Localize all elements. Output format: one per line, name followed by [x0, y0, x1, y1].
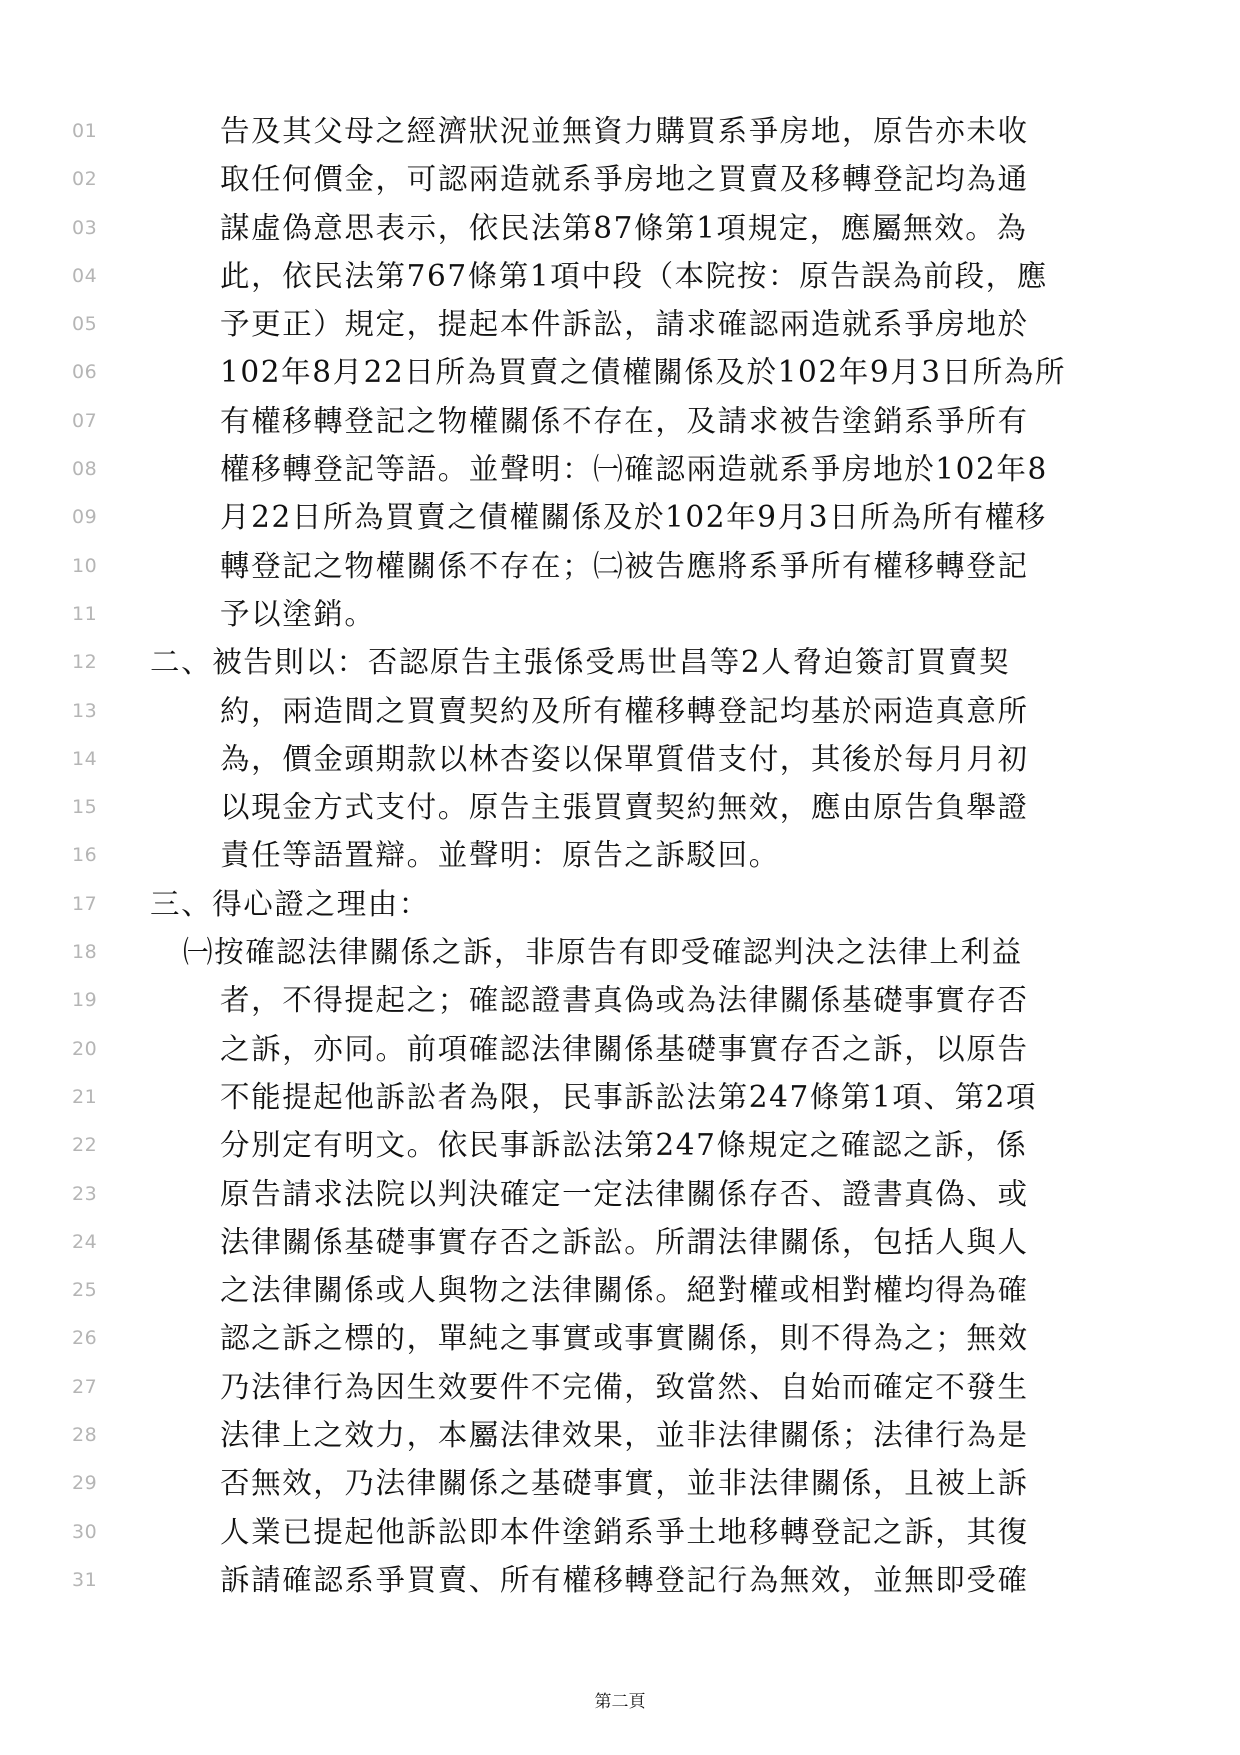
line-text: 轉登記之物權關係不存在；㈡被告應將系爭所有權移轉登記 — [220, 548, 1029, 583]
line-text: 二、被告則以：否認原告主張係受馬世昌等2人脅迫簽訂買賣契 — [150, 645, 1011, 680]
line-number: 04 — [72, 264, 98, 287]
line-text: ㈠按確認法律關係之訴，非原告有即受確認判決之法律上利益 — [183, 935, 1023, 970]
line-number: 15 — [72, 796, 98, 819]
document-line — [0, 1460, 1240, 1508]
line-number: 26 — [72, 1327, 98, 1350]
document-line — [0, 1364, 1240, 1412]
document-line — [0, 1267, 1240, 1315]
document-line — [0, 929, 1240, 977]
line-text: 謀虛偽意思表示，依民法第87條第1項規定，應屬無效。為 — [220, 210, 1028, 245]
document-line — [0, 349, 1240, 397]
document-line — [0, 1557, 1240, 1605]
document-line — [0, 543, 1240, 591]
page-number: 第二頁 — [594, 1692, 646, 1712]
line-text: 人業已提起他訴訟即本件塗銷系爭土地移轉登記之訴，其復 — [220, 1514, 1029, 1549]
document-line — [0, 398, 1240, 446]
document-line — [0, 108, 1240, 156]
line-text: 原告請求法院以判決確定一定法律關係存否、證書真偽、或 — [220, 1176, 1029, 1211]
document-line — [0, 446, 1240, 494]
document-line — [0, 1122, 1240, 1170]
line-number: 22 — [72, 1134, 98, 1157]
document-body — [0, 108, 1240, 1605]
line-text: 分別定有明文。依民事訴訟法第247條規定之確認之訴，係 — [220, 1128, 1028, 1163]
line-number: 14 — [72, 747, 98, 770]
line-number: 02 — [72, 168, 98, 191]
line-number: 06 — [72, 361, 98, 384]
line-text: 者，不得提起之；確認證書真偽或為法律關係基礎事實存否 — [220, 983, 1029, 1018]
line-number: 24 — [72, 1230, 98, 1253]
line-number: 18 — [72, 941, 98, 964]
document-line — [0, 688, 1240, 736]
document-line — [0, 1412, 1240, 1460]
document-line — [0, 205, 1240, 253]
document-line — [0, 832, 1240, 880]
line-number: 01 — [72, 120, 98, 142]
line-number: 05 — [72, 313, 98, 336]
line-text: 有權移轉登記之物權關係不存在，及請求被告塗銷系爭所有 — [220, 403, 1029, 438]
line-text: 法律上之效力，本屬法律效果，並非法律關係；法律行為是 — [220, 1418, 1029, 1453]
document-line — [0, 253, 1240, 301]
line-number: 10 — [72, 554, 98, 577]
document-line — [0, 1026, 1240, 1074]
line-number: 20 — [72, 1037, 98, 1060]
line-number: 19 — [72, 989, 98, 1012]
line-text: 為，價金頭期款以林杏姿以保單質借支付，其後於每月月初 — [220, 741, 1029, 776]
line-number: 03 — [72, 216, 98, 239]
line-number: 27 — [72, 1375, 98, 1398]
line-number: 11 — [72, 602, 98, 625]
line-number: 25 — [72, 1279, 98, 1302]
document-line — [0, 156, 1240, 204]
line-text: 約，兩造間之買賣契約及所有權移轉登記均基於兩造真意所 — [220, 693, 1029, 728]
line-number: 31 — [72, 1568, 98, 1591]
document-line — [0, 784, 1240, 832]
line-text: 告及其父母之經濟狀況並無資力購買系爭房地，原告亦未收 — [220, 114, 1029, 148]
line-text: 權移轉登記等語。並聲明：㈠確認兩造就系爭房地於102年8 — [220, 452, 1048, 487]
document-line — [0, 1315, 1240, 1363]
document-line — [0, 977, 1240, 1025]
line-text: 月22日所為買賣之債權關係及於102年9月3日所為所有權移 — [220, 500, 1047, 535]
line-text: 予以塗銷。 — [220, 596, 376, 631]
line-text: 訴請確認系爭買賣、所有權移轉登記行為無效，並無即受確 — [220, 1562, 1029, 1597]
document-line — [0, 1074, 1240, 1122]
line-text: 此，依民法第767條第1項中段（本院按：原告誤為前段，應 — [220, 258, 1048, 293]
line-number: 12 — [72, 651, 98, 674]
line-text: 以現金方式支付。原告主張買賣契約無效，應由原告負舉證 — [220, 790, 1029, 825]
line-text: 之訴，亦同。前項確認法律關係基礎事實存否之訴，以原告 — [220, 1031, 1029, 1066]
line-number: 08 — [72, 458, 98, 481]
line-number: 17 — [72, 892, 98, 915]
line-number: 23 — [72, 1182, 98, 1205]
line-text: 否無效，乃法律關係之基礎事實，並非法律關係，且被上訴 — [220, 1466, 1029, 1501]
line-text: 予更正）規定，提起本件訴訟，請求確認兩造就系爭房地於 — [220, 307, 1029, 342]
line-text: 取任何價金，可認兩造就系爭房地之買賣及移轉登記均為通 — [220, 162, 1029, 197]
line-number: 21 — [72, 1085, 98, 1108]
document-line — [0, 494, 1240, 542]
document-line — [0, 881, 1240, 929]
line-number: 29 — [72, 1472, 98, 1495]
document-line — [0, 591, 1240, 639]
document-line — [0, 1219, 1240, 1267]
line-text: 責任等語置辯。並聲明：原告之訴駁回。 — [220, 838, 780, 873]
document-line — [0, 639, 1240, 687]
line-text: 三、得心證之理由： — [150, 886, 430, 921]
line-text: 不能提起他訴訟者為限，民事訴訟法第247條第1項、第2項 — [220, 1079, 1038, 1114]
document-line — [0, 301, 1240, 349]
line-number: 13 — [72, 699, 98, 722]
line-number: 07 — [72, 409, 98, 432]
line-text: 認之訴之標的，單純之事實或事實關係，則不得為之；無效 — [220, 1321, 1029, 1356]
line-number: 16 — [72, 844, 98, 867]
line-text: 102年8月22日所為買賣之債權關係及於102年9月3日所為所 — [220, 355, 1067, 390]
line-number: 09 — [72, 506, 98, 529]
line-number: 28 — [72, 1424, 98, 1447]
document-line — [0, 736, 1240, 784]
line-number: 30 — [72, 1520, 98, 1543]
line-text: 乃法律行為因生效要件不完備，致當然、自始而確定不發生 — [220, 1369, 1029, 1404]
document-line — [0, 1509, 1240, 1557]
line-text: 法律關係基礎事實存否之訴訟。所謂法律關係，包括人與人 — [220, 1224, 1029, 1259]
document-line — [0, 1171, 1240, 1219]
line-text: 之法律關係或人與物之法律關係。絕對權或相對權均得為確 — [220, 1273, 1029, 1308]
